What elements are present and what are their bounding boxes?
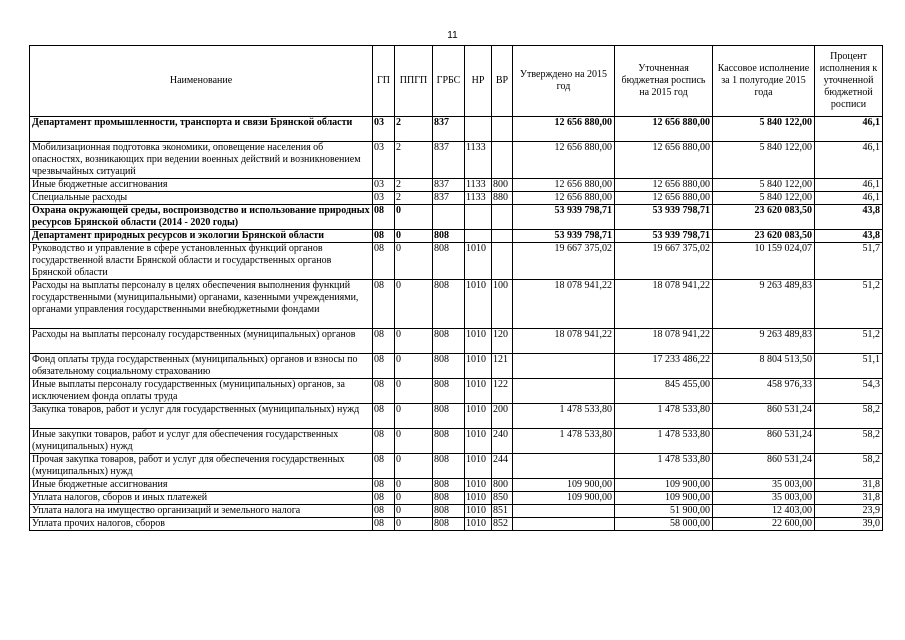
row-nr: 1010 (465, 429, 492, 454)
row-percent: 58,2 (815, 454, 883, 479)
row-refined: 18 078 941,22 (615, 329, 713, 354)
table-row (30, 230, 883, 243)
row-percent: 39,0 (815, 518, 883, 531)
table-row (30, 404, 883, 429)
row-refined: 12 656 880,00 (615, 117, 713, 142)
row-approved: 18 078 941,22 (513, 329, 615, 354)
row-approved: 18 078 941,22 (513, 280, 615, 329)
row-name: Прочая закупка товаров, работ и услуг для обеспечения государственных (муниципальных) нужд (30, 454, 373, 479)
row-grbs: 808 (433, 429, 465, 454)
row-vr: 852 (492, 518, 513, 531)
row-ppgp: 0 (395, 479, 433, 492)
row-gp: 03 (373, 142, 395, 179)
row-name: Уплата налога на имущество организаций и земельного налога (30, 505, 373, 518)
row-ppgp: 2 (395, 192, 433, 205)
row-ppgp: 0 (395, 518, 433, 531)
row-percent: 58,2 (815, 404, 883, 429)
row-grbs: 808 (433, 492, 465, 505)
row-approved (513, 518, 615, 531)
row-ppgp: 0 (395, 205, 433, 230)
row-vr: 100 (492, 280, 513, 329)
table-row (30, 354, 883, 379)
row-approved: 1 478 533,80 (513, 404, 615, 429)
row-percent: 31,8 (815, 479, 883, 492)
row-nr (465, 117, 492, 142)
row-vr: 120 (492, 329, 513, 354)
row-refined: 109 900,00 (615, 492, 713, 505)
row-approved (513, 379, 615, 404)
row-percent: 51,2 (815, 280, 883, 329)
row-ppgp: 0 (395, 492, 433, 505)
row-nr: 1010 (465, 354, 492, 379)
table-row (30, 454, 883, 479)
row-refined: 53 939 798,71 (615, 230, 713, 243)
row-ppgp: 0 (395, 404, 433, 429)
row-ppgp: 0 (395, 429, 433, 454)
row-grbs: 808 (433, 518, 465, 531)
row-cash: 5 840 122,00 (713, 179, 815, 192)
row-nr: 1133 (465, 142, 492, 179)
row-approved: 109 900,00 (513, 479, 615, 492)
row-refined: 845 455,00 (615, 379, 713, 404)
row-name: Уплата налогов, сборов и иных платежей (30, 492, 373, 505)
row-cash: 860 531,24 (713, 454, 815, 479)
row-percent: 43,8 (815, 205, 883, 230)
row-cash: 35 003,00 (713, 492, 815, 505)
row-grbs: 808 (433, 379, 465, 404)
table-row (30, 179, 883, 192)
row-gp: 03 (373, 192, 395, 205)
row-grbs: 808 (433, 243, 465, 280)
row-name: Руководство и управление в сфере установленных функций органов государственной власти Брянской области и государственных органов Брянской области (30, 243, 373, 280)
row-name: Расходы на выплаты персоналу государственных (муниципальных) органов (30, 329, 373, 354)
row-approved: 12 656 880,00 (513, 142, 615, 179)
row-refined: 12 656 880,00 (615, 192, 713, 205)
row-nr (465, 205, 492, 230)
row-cash: 10 159 024,07 (713, 243, 815, 280)
row-vr: 200 (492, 404, 513, 429)
row-nr: 1010 (465, 404, 492, 429)
row-nr: 1010 (465, 454, 492, 479)
row-vr: 850 (492, 492, 513, 505)
row-gp: 08 (373, 329, 395, 354)
row-cash: 8 804 513,50 (713, 354, 815, 379)
row-gp: 03 (373, 179, 395, 192)
row-percent: 23,9 (815, 505, 883, 518)
row-approved: 19 667 375,02 (513, 243, 615, 280)
table-row (30, 329, 883, 354)
table-row (30, 117, 883, 142)
table-row (30, 142, 883, 179)
row-grbs: 808 (433, 479, 465, 492)
row-refined: 12 656 880,00 (615, 142, 713, 179)
row-approved: 12 656 880,00 (513, 192, 615, 205)
row-gp: 08 (373, 479, 395, 492)
table-row (30, 505, 883, 518)
row-name: Департамент промышленности, транспорта и связи Брянской области (30, 117, 373, 142)
row-grbs: 837 (433, 192, 465, 205)
row-ppgp: 0 (395, 230, 433, 243)
row-percent: 31,8 (815, 492, 883, 505)
row-nr (465, 230, 492, 243)
row-vr: 880 (492, 192, 513, 205)
row-nr: 1010 (465, 492, 492, 505)
header-ppgp: ППГП (395, 46, 433, 117)
row-ppgp: 0 (395, 454, 433, 479)
row-name: Мобилизационная подготовка экономики, оповещение населения об опасностях, возникающих при ведении военных действий и возникновением чрезвычайных ситуаций (30, 142, 373, 179)
row-refined: 12 656 880,00 (615, 179, 713, 192)
row-nr: 1133 (465, 192, 492, 205)
row-cash: 5 840 122,00 (713, 117, 815, 142)
row-vr (492, 117, 513, 142)
row-nr: 1133 (465, 179, 492, 192)
row-vr: 851 (492, 505, 513, 518)
row-approved (513, 505, 615, 518)
row-percent: 46,1 (815, 117, 883, 142)
table-row (30, 429, 883, 454)
header-percent: Процент исполнения к уточненной бюджетной росписи (815, 46, 883, 117)
row-refined: 18 078 941,22 (615, 280, 713, 329)
budget-table (29, 45, 883, 531)
table-row (30, 243, 883, 280)
row-gp: 08 (373, 492, 395, 505)
row-gp: 08 (373, 354, 395, 379)
row-nr: 1010 (465, 518, 492, 531)
row-name: Специальные расходы (30, 192, 373, 205)
row-nr: 1010 (465, 329, 492, 354)
row-cash: 9 263 489,83 (713, 280, 815, 329)
row-gp: 08 (373, 454, 395, 479)
table-row (30, 192, 883, 205)
page-number: 11 (447, 30, 458, 41)
row-grbs: 808 (433, 454, 465, 479)
row-vr (492, 142, 513, 179)
header-grbs: ГРБС (433, 46, 465, 117)
row-gp: 08 (373, 280, 395, 329)
row-nr: 1010 (465, 379, 492, 404)
row-nr: 1010 (465, 479, 492, 492)
row-nr: 1010 (465, 280, 492, 329)
row-name: Уплата прочих налогов, сборов (30, 518, 373, 531)
row-cash: 5 840 122,00 (713, 192, 815, 205)
header-gp: ГП (373, 46, 395, 117)
row-gp: 08 (373, 243, 395, 280)
row-percent: 46,1 (815, 192, 883, 205)
row-refined: 1 478 533,80 (615, 454, 713, 479)
row-name: Департамент природных ресурсов и экологии Брянской области (30, 230, 373, 243)
row-percent: 51,2 (815, 329, 883, 354)
row-name: Иные бюджетные ассигнования (30, 179, 373, 192)
row-gp: 08 (373, 404, 395, 429)
row-name: Охрана окружающей среды, воспроизводство и использование природных ресурсов Брянской области (2014 - 2020 годы) (30, 205, 373, 230)
row-vr (492, 230, 513, 243)
table-row (30, 518, 883, 531)
row-cash: 22 600,00 (713, 518, 815, 531)
table-body (30, 117, 883, 531)
row-approved: 53 939 798,71 (513, 230, 615, 243)
row-grbs: 808 (433, 505, 465, 518)
row-approved: 12 656 880,00 (513, 117, 615, 142)
row-ppgp: 2 (395, 142, 433, 179)
row-cash: 860 531,24 (713, 429, 815, 454)
row-cash: 860 531,24 (713, 404, 815, 429)
row-approved: 12 656 880,00 (513, 179, 615, 192)
row-grbs: 808 (433, 230, 465, 243)
row-gp: 08 (373, 518, 395, 531)
row-vr: 800 (492, 479, 513, 492)
row-grbs: 808 (433, 404, 465, 429)
row-grbs: 808 (433, 354, 465, 379)
header-approved: Утверждено на 2015 год (513, 46, 615, 117)
row-percent: 51,1 (815, 354, 883, 379)
row-refined: 17 233 486,22 (615, 354, 713, 379)
row-ppgp: 0 (395, 354, 433, 379)
row-gp: 08 (373, 505, 395, 518)
row-ppgp: 0 (395, 329, 433, 354)
row-grbs: 808 (433, 329, 465, 354)
header-name: Наименование (30, 46, 373, 117)
row-gp: 08 (373, 429, 395, 454)
table-row (30, 205, 883, 230)
row-gp: 08 (373, 205, 395, 230)
row-percent: 54,3 (815, 379, 883, 404)
row-cash: 9 263 489,83 (713, 329, 815, 354)
row-ppgp: 0 (395, 379, 433, 404)
row-approved (513, 354, 615, 379)
row-cash: 12 403,00 (713, 505, 815, 518)
row-vr (492, 243, 513, 280)
row-refined: 1 478 533,80 (615, 429, 713, 454)
row-name: Иные выплаты персоналу государственных (муниципальных) органов, за исключением фонда оплаты труда (30, 379, 373, 404)
row-gp: 08 (373, 230, 395, 243)
row-percent: 46,1 (815, 179, 883, 192)
row-grbs: 837 (433, 142, 465, 179)
row-gp: 03 (373, 117, 395, 142)
row-ppgp: 0 (395, 505, 433, 518)
row-cash: 23 620 083,50 (713, 230, 815, 243)
row-refined: 109 900,00 (615, 479, 713, 492)
table-row (30, 280, 883, 329)
row-nr: 1010 (465, 505, 492, 518)
row-vr: 240 (492, 429, 513, 454)
row-vr: 244 (492, 454, 513, 479)
row-gp: 08 (373, 379, 395, 404)
row-vr (492, 205, 513, 230)
row-percent: 51,7 (815, 243, 883, 280)
row-ppgp: 0 (395, 243, 433, 280)
row-ppgp: 2 (395, 117, 433, 142)
row-approved (513, 454, 615, 479)
row-vr: 800 (492, 179, 513, 192)
table-row (30, 479, 883, 492)
table-row (30, 492, 883, 505)
header-cash: Кассовое исполнение за 1 полугодие 2015 года (713, 46, 815, 117)
row-refined: 19 667 375,02 (615, 243, 713, 280)
row-ppgp: 2 (395, 179, 433, 192)
header-nr: НР (465, 46, 492, 117)
row-refined: 51 900,00 (615, 505, 713, 518)
row-percent: 58,2 (815, 429, 883, 454)
row-cash: 23 620 083,50 (713, 205, 815, 230)
row-ppgp: 0 (395, 280, 433, 329)
row-name: Фонд оплаты труда государственных (муниципальных) органов и взносы по обязательному социальному страхованию (30, 354, 373, 379)
row-approved: 1 478 533,80 (513, 429, 615, 454)
row-vr: 122 (492, 379, 513, 404)
row-nr: 1010 (465, 243, 492, 280)
row-cash: 458 976,33 (713, 379, 815, 404)
table-row (30, 379, 883, 404)
row-grbs: 837 (433, 117, 465, 142)
row-approved: 53 939 798,71 (513, 205, 615, 230)
header-vr: ВР (492, 46, 513, 117)
table-header (30, 46, 883, 117)
row-cash: 35 003,00 (713, 479, 815, 492)
row-refined: 53 939 798,71 (615, 205, 713, 230)
row-name: Закупка товаров, работ и услуг для государственных (муниципальных) нужд (30, 404, 373, 429)
row-name: Расходы на выплаты персоналу в целях обеспечения выполнения функций государственными (муниципальными) органами, казенными учреждениями, органами управления государственными внебюджетными фондами (30, 280, 373, 329)
row-grbs (433, 205, 465, 230)
row-name: Иные закупки товаров, работ и услуг для обеспечения государственных (муниципальных) нужд (30, 429, 373, 454)
row-grbs: 808 (433, 280, 465, 329)
row-vr: 121 (492, 354, 513, 379)
row-percent: 43,8 (815, 230, 883, 243)
row-refined: 58 000,00 (615, 518, 713, 531)
row-percent: 46,1 (815, 142, 883, 179)
header-refined: Уточненная бюджетная роспись на 2015 год (615, 46, 713, 117)
row-refined: 1 478 533,80 (615, 404, 713, 429)
row-approved: 109 900,00 (513, 492, 615, 505)
row-cash: 5 840 122,00 (713, 142, 815, 179)
row-name: Иные бюджетные ассигнования (30, 479, 373, 492)
row-grbs: 837 (433, 179, 465, 192)
